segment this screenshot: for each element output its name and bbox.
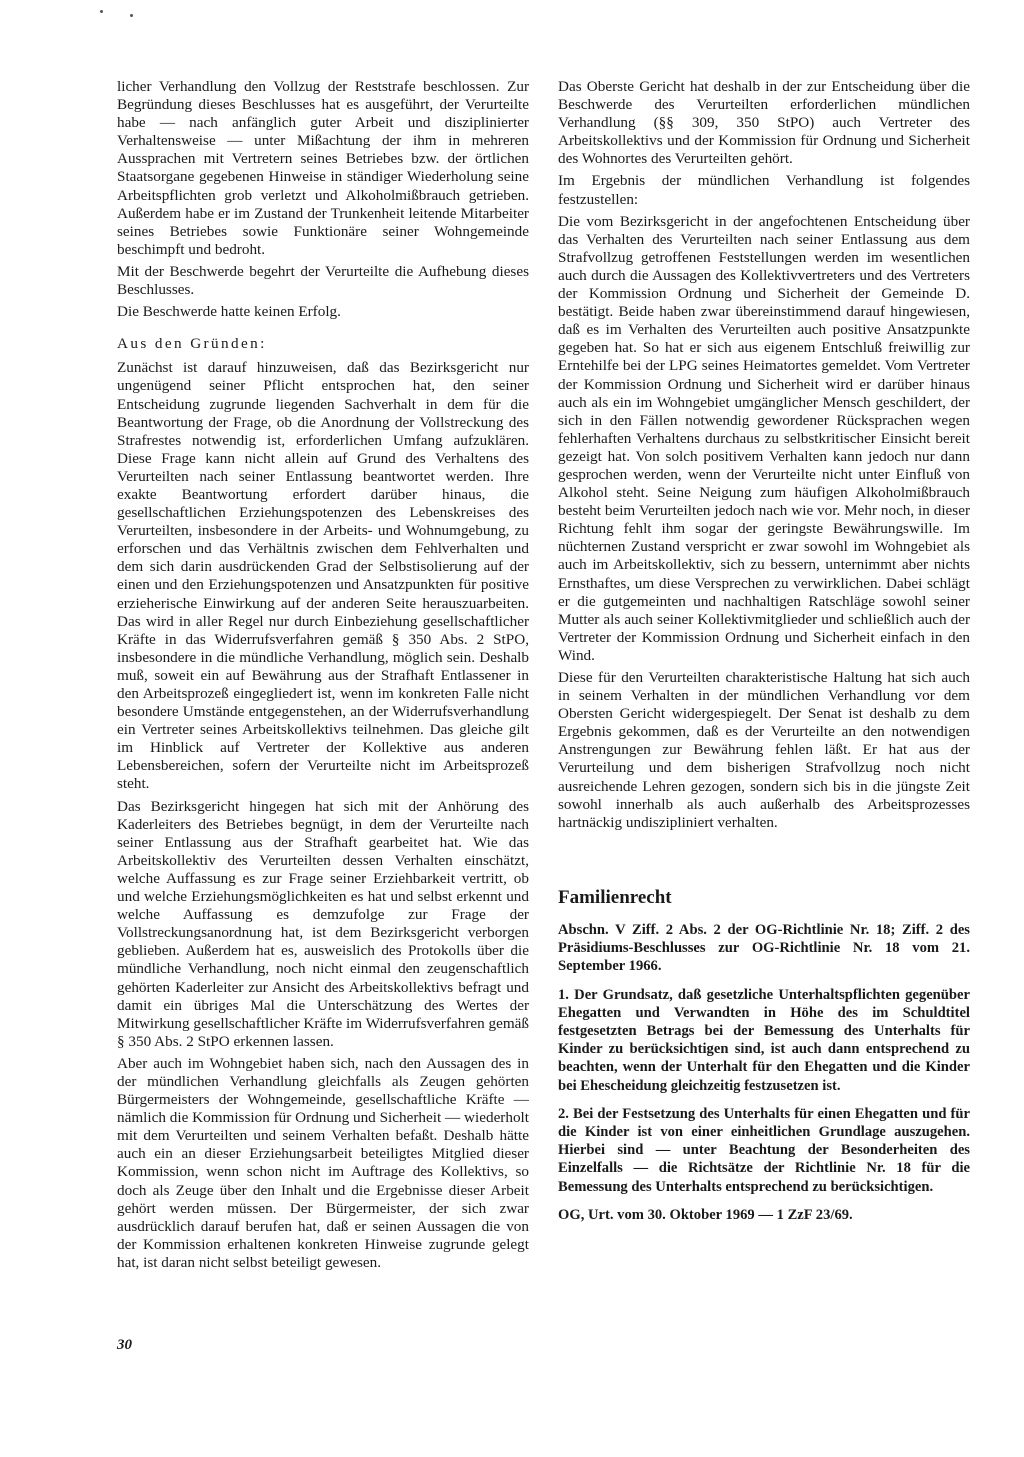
paragraph: Aber auch im Wohngebiet haben sich, nach den Aussagen des in der mündlichen Verhandlung gleichfalls als Zeugen gehörten Bürgermeisters der Wohngemeinde, gesellschaftliche Kräfte — nämlich die Kommission für Ordnung und Sicherheit — wiederholt mit dem Verurteilten und seinem Verhalten befaßt. Deshalb hätte auch ein an dieser Erziehungsarbeit beteiligtes Mitglied dieser Kommission, wenn schon nicht im Auftrage des Kollektivs, so doch als Zeuge über den Inhalt und die Ergebnisse dieser Arbeit gehört werden müssen. Der Bürgermeister, der sich zwar ausdrücklich darauf berufen hat, daß er seinen Aussagen die von der Kommission erhaltenen konkreten Hinweise zugrunde gelegt hat, ist daran nicht selbst beteiligt gewesen.: [117, 1054, 529, 1271]
paragraph: licher Verhandlung den Vollzug der Reststrafe beschlossen. Zur Begründung dieses Beschlusses hat es ausgeführt, der Verurteilte habe — nach anfänglich guter Arbeit und disziplinierter Verhaltensweise — unter Mißachtung der ihm in mehreren Aussprachen mit Vertretern seines Betriebes bzw. der örtlichen Staatsorgane gegebenen Hinweise in ständiger Wiederholung seine Arbeitspflichten grob verletzt und Alkoholmißbrauch getrieben. Außerdem habe er im Zustand der Trunkenheit leitende Mitarbeiter seines Betriebes sowie Funktionäre seiner Wohngemeinde beschimpft und bedroht.: [117, 78, 529, 258]
section-heading: Familienrecht: [558, 886, 672, 908]
paragraph: Mit der Beschwerde begehrt der Verurteilte die Aufhebung dieses Beschlusses.: [117, 262, 529, 299]
paragraph: Die vom Bezirksgericht in der angefochtenen Entscheidung über das Verhalten des Verurteilten nach seiner Entlassung aus dem Strafvollzug getroffenen Feststellungen werden im wesentlichen auch durch die Aussagen des Kollektivvertreters und des Vertreters der Kommission Ordnung und Sicherheit der Gemeinde D. bestätigt. Beide haben zwar übereinstimmend darauf hingewiesen, daß es im Verhalten des Verurteilten auch positive Ansatzpunkte gegeben hat. So hat er sich aus eigenem Entschluß freiwillig zur Erntehilfe bei der LPG seines Heimatortes gemeldet. Vom Vertreter der Kommission Ordnung und Sicherheit wird er darüber hinaus auch als ein im Wohngebiet umgänglicher Mensch geschildert, der sich in den Fällen notwendig gewordener Rücksprachen wegen fehlerhaften Verhaltens durchaus zu selbstkritischer Einsicht bereit gezeigt hat. Von solch positivem Verhalten kann jedoch nur dann gesprochen werden, wenn der Verurteilte nicht unter Einfluß von Alkohol steht. Seine Neigung zum häufigen Alkoholmißbrauch besteht beim Verurteilten jedoch nach wie vor. Mehr noch, in dieser Richtung fehlt ihm sogar der geringste Bewährungswille. Im nüchternen Zustand verspricht er zwar sowohl im Wohngebiet als auch im Arbeitskollektiv, sich zu bessern, unternimmt aber nichts Ernsthaftes, um diese Versprechen zu verwirklichen. Dabei schlägt er die gutgemeinten und nachhaltigen Ratschläge sowohl seiner Mutter als auch seiner Kollektivmitglieder und schließlich auch der Vertreter der Kommission Ordnung und Sicherheit einfach in den Wind.: [558, 212, 970, 664]
grounds-heading: Aus den Gründen:: [117, 335, 267, 353]
scan-mark: [100, 10, 103, 13]
paragraph: Im Ergebnis der mündlichen Verhandlung ist folgendes festzustellen:: [558, 172, 970, 208]
legal-reference: Abschn. V Ziff. 2 Abs. 2 der OG-Richtlinie Nr. 18; Ziff. 2 des Präsidiums-Beschlusses zur OG-Richtlinie Nr. 18 vom 21. September 1966.: [558, 921, 970, 975]
paragraph: Das Oberste Gericht hat deshalb in der zur Entscheidung über die Beschwerde des Verurteilten erforderlichen mündlichen Verhandlung (§§ 309, 350 StPO) auch Vertreter des Arbeitskollektivs und der Kommission für Ordnung und Sicherheit des Wohnortes des Verurteilten gehört.: [558, 78, 970, 168]
headnote: 2. Bei der Festsetzung des Unterhalts für einen Ehegatten und für die Kinder ist von einer einheitlichen Grundlage auszugehen. Hierbei sind — unter Beachtung der Besonderheiten des Einzelfalls — die Richtsätze der Richtlinie Nr. 18 für die Bemessung des Unterhalts entsprechend zu berücksichtigen.: [558, 1105, 970, 1195]
headnote: 1. Der Grundsatz, daß gesetzliche Unterhaltspflichten gegenüber Ehegatten und Verwandten in Höhe des im Schuldtitel festgesetzten Betrags bei der Bemessung des Unterhalts für Kinder zu berücksichtigen sind, ist auch dann entsprechend zu beachten, wenn der Unterhalt für den Ehegatten und die Kinder bei Ehescheidung gleichzeitig festzusetzen ist.: [558, 986, 970, 1094]
page-number: 30: [117, 1337, 132, 1353]
paragraph: Das Bezirksgericht hingegen hat sich mit der Anhörung des Kaderleiters des Betriebes begnügt, in dem der Verurteilte nach seiner Entlassung aus der Strafhaft gearbeitet hat. Wie das Arbeitskollektiv des Verurteilten dessen Verhalten einschätzt, welche Auffassung es zur Frage seiner Erziehbarkeit vertritt, ob und welche Erziehungsmöglichkeiten es hat und selbst erkennt und welche Auffassung es demzufolge zur Frage der Vollstreckungsanordnung hat, ist dem Bezirksgericht verborgen geblieben. Außerdem hat es, ausweislich des Protokolls über die mündliche Verhandlung, noch nicht einmal den zeugenschaftlich gehörten Kaderleiter zur Ansicht des Arbeitskollektivs befragt und damit ein übriges Mal die Unterschätzung des Wertes der Mitwirkung gesellschaftlicher Kräfte im Widerrufsverfahren gemäß § 350 Abs. 2 StPO erkennen lassen.: [117, 797, 529, 1050]
scan-mark: [130, 14, 133, 17]
right-column: [558, 78, 970, 1234]
paragraph: Diese für den Verurteilten charakteristische Haltung hat sich auch in seinem Verhalten in der mündlichen Verhandlung vor dem Obersten Gericht widergespiegelt. Der Senat ist deshalb zu dem Ergebnis gekommen, daß es der Verurteilte an den notwendigen Anstrengungen zur Bewährung fehlen läßt. Er hat aus der Verurteilung und dem bisherigen Strafvollzug noch nicht ausreichende Lehren gezogen, sondern sich bis in die jüngste Zeit sowohl innerhalb als auch außerhalb des Arbeitsprozesses hartnäckig undiszipliniert verhalten.: [558, 669, 970, 831]
left-column: [117, 78, 529, 1276]
paragraph: Zunächst ist darauf hinzuweisen, daß das Bezirksgericht nur ungenügend seiner Pflicht entsprochen hat, den seiner Entscheidung zugrunde liegenden Sachverhalt in dem für die Beantwortung der Frage, ob die Anordnung der Vollstreckung des Strafrestes notwendig ist, erforderlichen Umfang aufzuklären. Diese Frage kann nicht allein auf Grund des Verhaltens des Verurteilten nach seiner Entlassung beantwortet werden. Ihre exakte Beantwortung erfordert darüber hinaus, die gesellschaftlichen Erziehungspotenzen des Lebenskreises des Verurteilten, insbesondere in der Arbeits- und Wohnumgebung, zu erforschen und das Verhältnis zwischen dem Fehlverhalten und dem sich darin ausdrückenden Grad der Selbstisolierung auf der einen und den Erziehungspotenzen und Ansatzpunkten für positive erzieherische Einwirkung auf der anderen Seite herauszuarbeiten. Das wird in aller Regel nur durch Einbeziehung gesellschaftlicher Kräfte in das Widerrufsverfahren gemäß § 350 Abs. 2 StPO, insbesondere in die mündliche Verhandlung, möglich sein. Deshalb muß, soweit ein auf Bewährung aus der Strafhaft Entlassener in den Arbeitsprozeß eingegliedert ist, wenn im konkreten Falle nicht besondere Umstände entgegenstehen, an der Widerrufsverhandlung ein Vertreter seines Arbeitskollektivs teilnehmen. Das gleiche gilt im Hinblick auf Vertreter der Kollektive aus anderen Lebensbereichen, sofern der Verurteilte nicht im Arbeitsprozeß steht.: [117, 359, 529, 793]
court-citation: OG, Urt. vom 30. Oktober 1969 — 1 ZzF 23/69.: [558, 1206, 853, 1223]
paragraph: Die Beschwerde hatte keinen Erfolg.: [117, 303, 341, 321]
